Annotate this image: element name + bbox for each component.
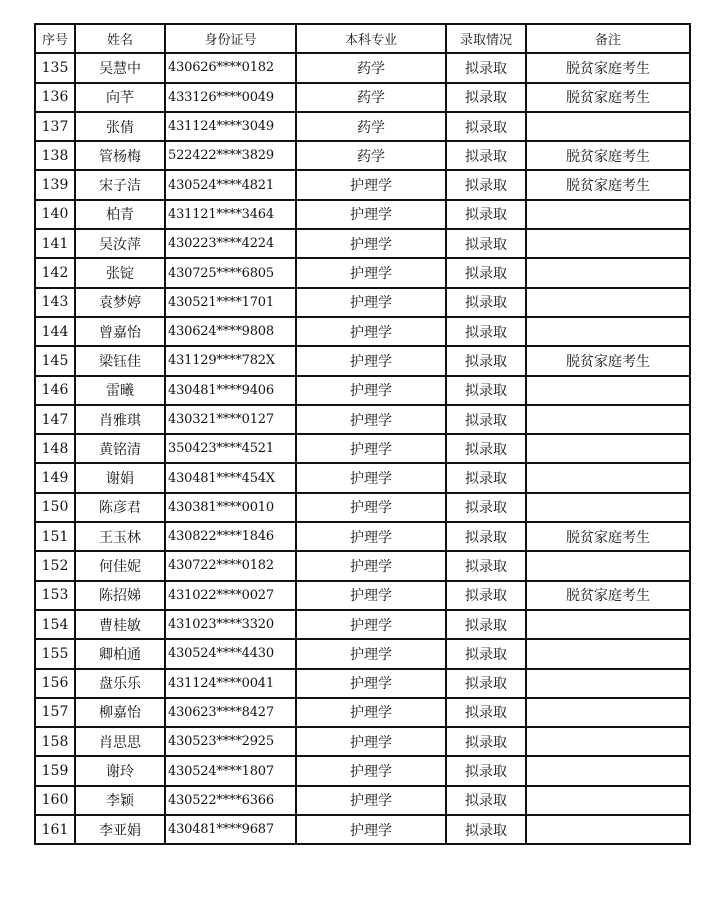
cell-index: 136 <box>35 83 75 112</box>
cell-index: 145 <box>35 346 75 375</box>
table-row <box>35 815 690 844</box>
cell-name: 陈彦君 <box>75 493 165 522</box>
cell-id-number: 430524****1807 <box>165 756 296 785</box>
cell-id-number: 430381****0010 <box>165 493 296 522</box>
table-row <box>35 317 690 346</box>
cell-major: 护理学 <box>296 434 446 463</box>
cell-major: 护理学 <box>296 786 446 815</box>
cell-remarks <box>526 698 690 727</box>
cell-id-number: 430522****6366 <box>165 786 296 815</box>
table-row <box>35 669 690 698</box>
cell-status: 拟录取 <box>446 698 526 727</box>
cell-id-number: 431124****3049 <box>165 112 296 141</box>
cell-major: 药学 <box>296 83 446 112</box>
cell-name: 何佳妮 <box>75 551 165 580</box>
cell-remarks <box>526 669 690 698</box>
cell-id-number: 430223****4224 <box>165 229 296 258</box>
cell-index: 142 <box>35 258 75 287</box>
cell-major: 护理学 <box>296 200 446 229</box>
cell-name: 袁梦婷 <box>75 288 165 317</box>
cell-name: 张锭 <box>75 258 165 287</box>
table-row <box>35 581 690 610</box>
cell-name: 曹桂敏 <box>75 610 165 639</box>
cell-name: 王玉林 <box>75 522 165 551</box>
cell-id-number: 430481****9406 <box>165 376 296 405</box>
cell-status: 拟录取 <box>446 493 526 522</box>
cell-id-number: 431023****3320 <box>165 610 296 639</box>
cell-status: 拟录取 <box>446 53 526 82</box>
cell-index: 137 <box>35 112 75 141</box>
table-row <box>35 83 690 112</box>
cell-major: 护理学 <box>296 522 446 551</box>
cell-id-number: 430624****9808 <box>165 317 296 346</box>
cell-index: 158 <box>35 727 75 756</box>
cell-index: 135 <box>35 53 75 82</box>
cell-name: 谢玲 <box>75 756 165 785</box>
cell-major: 护理学 <box>296 581 446 610</box>
table-row <box>35 493 690 522</box>
cell-major: 护理学 <box>296 229 446 258</box>
header-remarks: 备注 <box>526 24 690 53</box>
cell-status: 拟录取 <box>446 551 526 580</box>
cell-index: 140 <box>35 200 75 229</box>
cell-name: 梁钰佳 <box>75 346 165 375</box>
cell-name: 肖雅琪 <box>75 405 165 434</box>
table-row <box>35 53 690 82</box>
table-row <box>35 522 690 551</box>
cell-remarks <box>526 463 690 492</box>
cell-id-number: 430523****2925 <box>165 727 296 756</box>
cell-status: 拟录取 <box>446 229 526 258</box>
cell-status: 拟录取 <box>446 405 526 434</box>
cell-status: 拟录取 <box>446 522 526 551</box>
table-row <box>35 434 690 463</box>
cell-remarks <box>526 376 690 405</box>
cell-status: 拟录取 <box>446 200 526 229</box>
cell-status: 拟录取 <box>446 669 526 698</box>
cell-id-number: 430521****1701 <box>165 288 296 317</box>
cell-name: 肖思思 <box>75 727 165 756</box>
table-row <box>35 551 690 580</box>
table-row <box>35 170 690 199</box>
cell-name: 张倩 <box>75 112 165 141</box>
cell-major: 护理学 <box>296 756 446 785</box>
cell-remarks <box>526 405 690 434</box>
cell-remarks <box>526 229 690 258</box>
cell-major: 护理学 <box>296 170 446 199</box>
cell-major: 药学 <box>296 112 446 141</box>
cell-major: 护理学 <box>296 376 446 405</box>
cell-index: 151 <box>35 522 75 551</box>
cell-index: 144 <box>35 317 75 346</box>
cell-index: 153 <box>35 581 75 610</box>
cell-id-number: 430481****9687 <box>165 815 296 844</box>
table-row <box>35 258 690 287</box>
cell-status: 拟录取 <box>446 83 526 112</box>
cell-remarks <box>526 786 690 815</box>
cell-major: 护理学 <box>296 669 446 698</box>
table-row <box>35 698 690 727</box>
table-body <box>35 53 690 844</box>
cell-status: 拟录取 <box>446 112 526 141</box>
cell-major: 护理学 <box>296 639 446 668</box>
cell-index: 157 <box>35 698 75 727</box>
cell-major: 护理学 <box>296 346 446 375</box>
cell-status: 拟录取 <box>446 639 526 668</box>
table-row <box>35 727 690 756</box>
cell-name: 柳嘉怡 <box>75 698 165 727</box>
cell-index: 150 <box>35 493 75 522</box>
cell-id-number: 430481****454X <box>165 463 296 492</box>
cell-remarks: 脱贫家庭考生 <box>526 170 690 199</box>
header-admission-status: 录取情况 <box>446 24 526 53</box>
cell-index: 141 <box>35 229 75 258</box>
cell-name: 吴慧中 <box>75 53 165 82</box>
cell-id-number: 350423****4521 <box>165 434 296 463</box>
header-major: 本科专业 <box>296 24 446 53</box>
header-index: 序号 <box>35 24 75 53</box>
table-row <box>35 376 690 405</box>
admission-table <box>34 23 691 845</box>
cell-name: 陈招娣 <box>75 581 165 610</box>
cell-major: 护理学 <box>296 551 446 580</box>
cell-remarks: 脱贫家庭考生 <box>526 141 690 170</box>
cell-index: 148 <box>35 434 75 463</box>
cell-remarks <box>526 610 690 639</box>
table-row <box>35 112 690 141</box>
cell-remarks <box>526 551 690 580</box>
header-id-number: 身份证号 <box>165 24 296 53</box>
cell-index: 149 <box>35 463 75 492</box>
cell-major: 护理学 <box>296 698 446 727</box>
cell-major: 护理学 <box>296 258 446 287</box>
cell-major: 护理学 <box>296 317 446 346</box>
cell-remarks <box>526 756 690 785</box>
table-row <box>35 229 690 258</box>
cell-status: 拟录取 <box>446 756 526 785</box>
table-row <box>35 639 690 668</box>
cell-index: 154 <box>35 610 75 639</box>
cell-name: 李颖 <box>75 786 165 815</box>
cell-index: 147 <box>35 405 75 434</box>
cell-remarks <box>526 493 690 522</box>
cell-major: 护理学 <box>296 463 446 492</box>
cell-status: 拟录取 <box>446 727 526 756</box>
cell-remarks <box>526 639 690 668</box>
cell-name: 吴汝萍 <box>75 229 165 258</box>
cell-id-number: 431129****782X <box>165 346 296 375</box>
cell-name: 盘乐乐 <box>75 669 165 698</box>
cell-major: 药学 <box>296 141 446 170</box>
cell-id-number: 433126****0049 <box>165 83 296 112</box>
cell-status: 拟录取 <box>446 786 526 815</box>
cell-id-number: 430524****4430 <box>165 639 296 668</box>
cell-remarks: 脱贫家庭考生 <box>526 346 690 375</box>
cell-status: 拟录取 <box>446 170 526 199</box>
table-row <box>35 610 690 639</box>
header-name: 姓名 <box>75 24 165 53</box>
cell-id-number: 430321****0127 <box>165 405 296 434</box>
cell-remarks: 脱贫家庭考生 <box>526 53 690 82</box>
table-row <box>35 346 690 375</box>
cell-id-number: 522422****3829 <box>165 141 296 170</box>
cell-major: 护理学 <box>296 405 446 434</box>
cell-status: 拟录取 <box>446 258 526 287</box>
cell-index: 155 <box>35 639 75 668</box>
cell-name: 谢娟 <box>75 463 165 492</box>
cell-index: 146 <box>35 376 75 405</box>
cell-name: 卿柏通 <box>75 639 165 668</box>
cell-id-number: 431121****3464 <box>165 200 296 229</box>
cell-id-number: 430626****0182 <box>165 53 296 82</box>
table-row <box>35 141 690 170</box>
cell-remarks <box>526 258 690 287</box>
cell-index: 156 <box>35 669 75 698</box>
cell-remarks <box>526 434 690 463</box>
cell-index: 139 <box>35 170 75 199</box>
cell-major: 护理学 <box>296 610 446 639</box>
cell-remarks: 脱贫家庭考生 <box>526 522 690 551</box>
cell-status: 拟录取 <box>446 141 526 170</box>
cell-name: 李亚娟 <box>75 815 165 844</box>
cell-name: 柏青 <box>75 200 165 229</box>
table-row <box>35 200 690 229</box>
cell-status: 拟录取 <box>446 581 526 610</box>
cell-id-number: 430623****8427 <box>165 698 296 727</box>
cell-status: 拟录取 <box>446 434 526 463</box>
cell-remarks <box>526 288 690 317</box>
cell-remarks <box>526 200 690 229</box>
cell-id-number: 430524****4821 <box>165 170 296 199</box>
cell-major: 护理学 <box>296 727 446 756</box>
cell-id-number: 430822****1846 <box>165 522 296 551</box>
header-row <box>35 24 690 53</box>
table-row <box>35 756 690 785</box>
cell-major: 护理学 <box>296 815 446 844</box>
cell-name: 曾嘉怡 <box>75 317 165 346</box>
table-row <box>35 288 690 317</box>
cell-name: 宋子洁 <box>75 170 165 199</box>
cell-status: 拟录取 <box>446 317 526 346</box>
table-row <box>35 786 690 815</box>
cell-id-number: 431124****0041 <box>165 669 296 698</box>
cell-name: 向芊 <box>75 83 165 112</box>
table-row <box>35 463 690 492</box>
cell-status: 拟录取 <box>446 288 526 317</box>
cell-status: 拟录取 <box>446 815 526 844</box>
cell-major: 护理学 <box>296 288 446 317</box>
cell-index: 143 <box>35 288 75 317</box>
cell-index: 138 <box>35 141 75 170</box>
cell-index: 160 <box>35 786 75 815</box>
cell-status: 拟录取 <box>446 346 526 375</box>
cell-id-number: 430725****6805 <box>165 258 296 287</box>
cell-name: 雷曦 <box>75 376 165 405</box>
cell-remarks <box>526 815 690 844</box>
cell-remarks: 脱贫家庭考生 <box>526 83 690 112</box>
cell-remarks <box>526 317 690 346</box>
cell-name: 黄铭清 <box>75 434 165 463</box>
cell-id-number: 431022****0027 <box>165 581 296 610</box>
cell-remarks: 脱贫家庭考生 <box>526 581 690 610</box>
cell-status: 拟录取 <box>446 610 526 639</box>
cell-status: 拟录取 <box>446 376 526 405</box>
table-row <box>35 405 690 434</box>
cell-name: 管杨梅 <box>75 141 165 170</box>
cell-id-number: 430722****0182 <box>165 551 296 580</box>
cell-major: 护理学 <box>296 493 446 522</box>
cell-index: 152 <box>35 551 75 580</box>
cell-index: 161 <box>35 815 75 844</box>
cell-status: 拟录取 <box>446 463 526 492</box>
cell-remarks <box>526 112 690 141</box>
cell-index: 159 <box>35 756 75 785</box>
cell-remarks <box>526 727 690 756</box>
cell-major: 药学 <box>296 53 446 82</box>
